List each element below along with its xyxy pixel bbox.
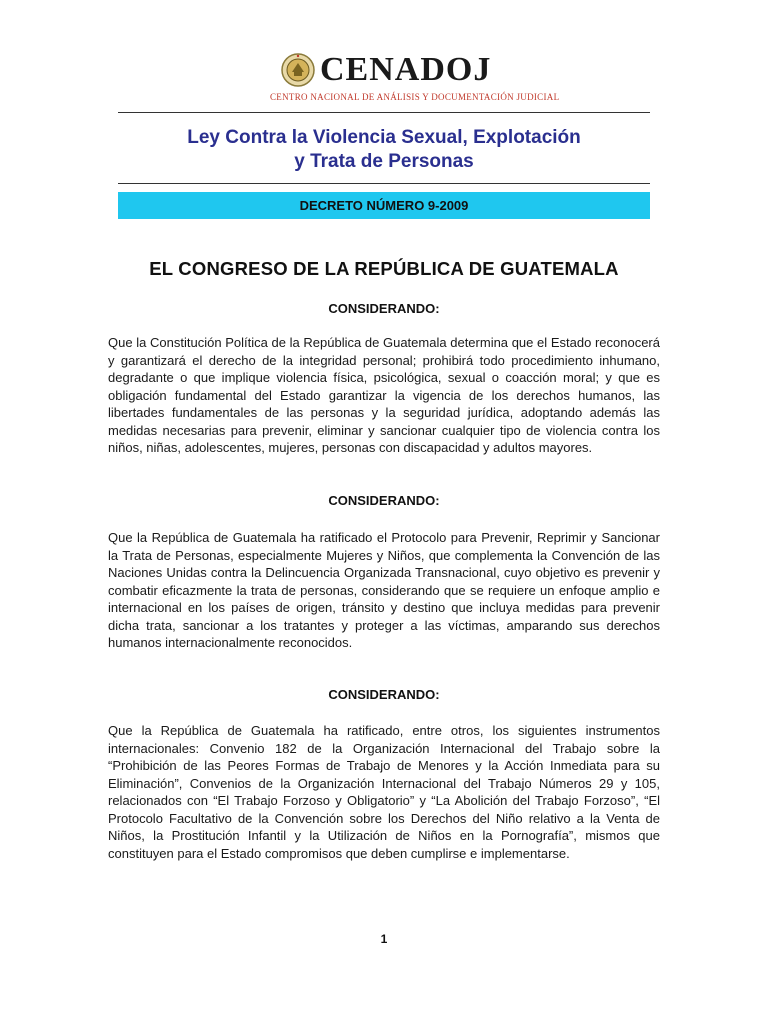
considerando-heading: CONSIDERANDO: — [328, 301, 440, 316]
law-title — [118, 126, 650, 174]
brand-subtitle: CENTRO NACIONAL DE ANÁLISIS Y DOCUMENTACIÓN JUDICIAL — [270, 92, 560, 102]
brand-name: CENADOJ — [320, 51, 492, 88]
law-title-line-1: Ley Contra la Violencia Sexual, Explotación — [187, 127, 581, 148]
considerando-paragraph: Que la República de Guatemala ha ratificado, entre otros, los siguientes instrumentos internacionales: Convenio 182 de la Organización Internacional del Trabajo sobre la “Prohibición de las Peores Formas de Trabajo de Menores y la Acción Inmediata para su Eliminación”, Convenios de la Organización Internacional del Trabajo Números 29 y 105, relacionados con “El Trabajo Forzoso y Obligatorio” y “La Abolición del Trabajo Forzoso”, “El Protocolo Facultativo de la Convención sobre los Derechos del Niño relativo a la Venta de Niños, la Prostitución Infantil y la Utilización de Niños en la Pornografía”, mismos que constituyen para el Estado compromisos que deben cumplirse e implementarse. — [108, 723, 660, 861]
header-rule — [118, 112, 650, 113]
considerando-heading: CONSIDERANDO: — [328, 493, 440, 508]
law-title-line-2: y Trata de Personas — [294, 151, 474, 172]
page-number: 1 — [380, 932, 388, 946]
considerando-heading: CONSIDERANDO: — [328, 687, 440, 702]
considerando-paragraph: Que la Constitución Política de la República de Guatemala determina que el Estado reconocerá y garantizará el derecho de la integridad personal; prohibirá todo procedimiento inhumano, degradante o que implique violencia física, psicológica, sexual o coacción moral; y que es obligación fundamental del Estado garantizar la vigencia de los derechos humanos, las libertades fundamentales de las personas y la seguridad jurídica, adoptando además las medidas necesarias para prevenir, eliminar y sancionar cualquier tipo de violencia contra los niños, niñas, adolescentes, mujeres, personas con discapacidad y adultos mayores. — [108, 335, 660, 455]
considerando-paragraph: Que la República de Guatemala ha ratificado el Protocolo para Prevenir, Reprimir y Sancionar la Trata de Personas, especialmente Mujeres y Niños, que complementa la Convención de las Naciones Unidas contra la Delincuencia Organizada Transnacional, cuyo objetivo es prevenir y combatir eficazmente la trata de personas, considerando que se requiere un enfoque amplio e internacional en los países de origen, tránsito y destino que incluya medidas para prevenir dicha trata, sancionar a los tratantes y proteger a las víctimas, amparando sus derechos humanos internacionalmente reconocidos. — [108, 530, 660, 650]
cenadoj-logo — [270, 48, 560, 108]
issuer-heading: EL CONGRESO DE LA REPÚBLICA DE GUATEMALA — [149, 258, 619, 279]
title-rule — [118, 183, 650, 184]
decree-number-bar: DECRETO NÚMERO 9-2009 — [118, 192, 650, 219]
seal-emblem-icon — [280, 52, 316, 88]
